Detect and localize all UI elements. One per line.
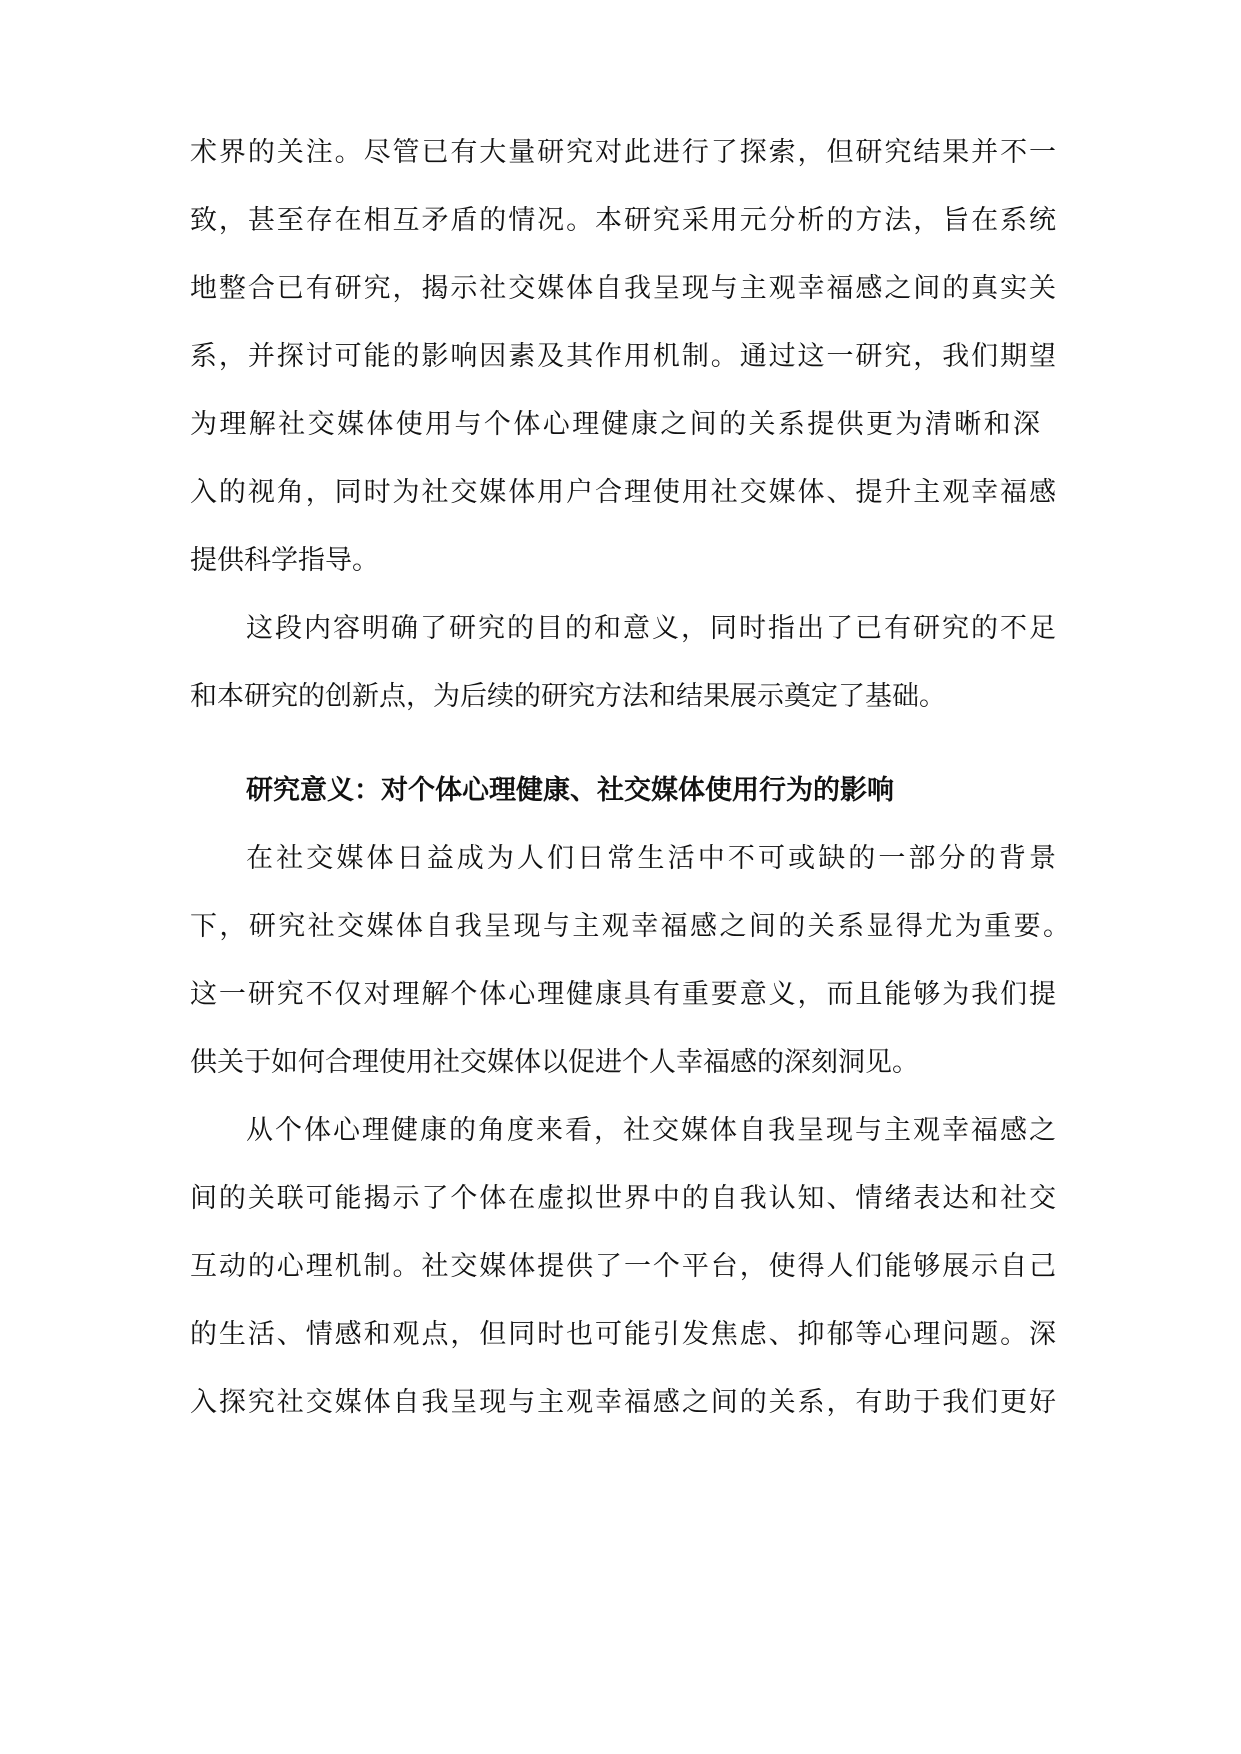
paragraph-3-line-2: 下，研究社交媒体自我呈现与主观幸福感之间的关系显得尤为重要。 [190, 911, 1070, 942]
paragraph-1-line-7: 提供科学指导。 [190, 545, 379, 576]
paragraph-4-line-3: 互动的心理机制。社交媒体提供了一个平台，使得人们能够展示自己 [190, 1251, 1056, 1282]
paragraph-1-line-6: 入的视角，同时为社交媒体用户合理使用社交媒体、提升主观幸福感 [190, 477, 1056, 508]
paragraph-1-line-2: 致，甚至存在相互矛盾的情况。本研究采用元分析的方法，旨在系统 [190, 205, 1056, 236]
paragraph-1-line-5: 为理解社交媒体使用与个体心理健康之间的关系提供更为清晰和深 [190, 409, 1040, 440]
paragraph-2-line-2: 和本研究的创新点，为后续的研究方法和结果展示奠定了基础。 [190, 681, 946, 712]
paragraph-3-line-1: 在社交媒体日益成为人们日常生活中不可或缺的一部分的背景 [246, 843, 1056, 874]
paragraph-4-line-4: 的生活、情感和观点，但同时也可能引发焦虑、抑郁等心理问题。深 [190, 1319, 1056, 1350]
paragraph-3-line-3: 这一研究不仅对理解个体心理健康具有重要意义，而且能够为我们提 [190, 979, 1056, 1010]
section-heading: 研究意义：对个体心理健康、社交媒体使用行为的影响 [246, 775, 894, 806]
paragraph-4-line-1: 从个体心理健康的角度来看，社交媒体自我呈现与主观幸福感之 [246, 1115, 1056, 1146]
paragraph-2-line-1: 这段内容明确了研究的目的和意义，同时指出了已有研究的不足 [246, 613, 1056, 644]
paragraph-3-line-4: 供关于如何合理使用社交媒体以促进个人幸福感的深刻洞见。 [190, 1047, 919, 1078]
paragraph-1-line-4: 系，并探讨可能的影响因素及其作用机制。通过这一研究，我们期望 [190, 341, 1056, 372]
paragraph-1-line-1: 术界的关注。尽管已有大量研究对此进行了探索，但研究结果并不一 [190, 137, 1056, 168]
paragraph-4-line-5: 入探究社交媒体自我呈现与主观幸福感之间的关系，有助于我们更好 [190, 1387, 1056, 1418]
paragraph-1-line-3: 地整合已有研究，揭示社交媒体自我呈现与主观幸福感之间的真实关 [190, 273, 1056, 304]
paragraph-4-line-2: 间的关联可能揭示了个体在虚拟世界中的自我认知、情绪表达和社交 [190, 1183, 1056, 1214]
